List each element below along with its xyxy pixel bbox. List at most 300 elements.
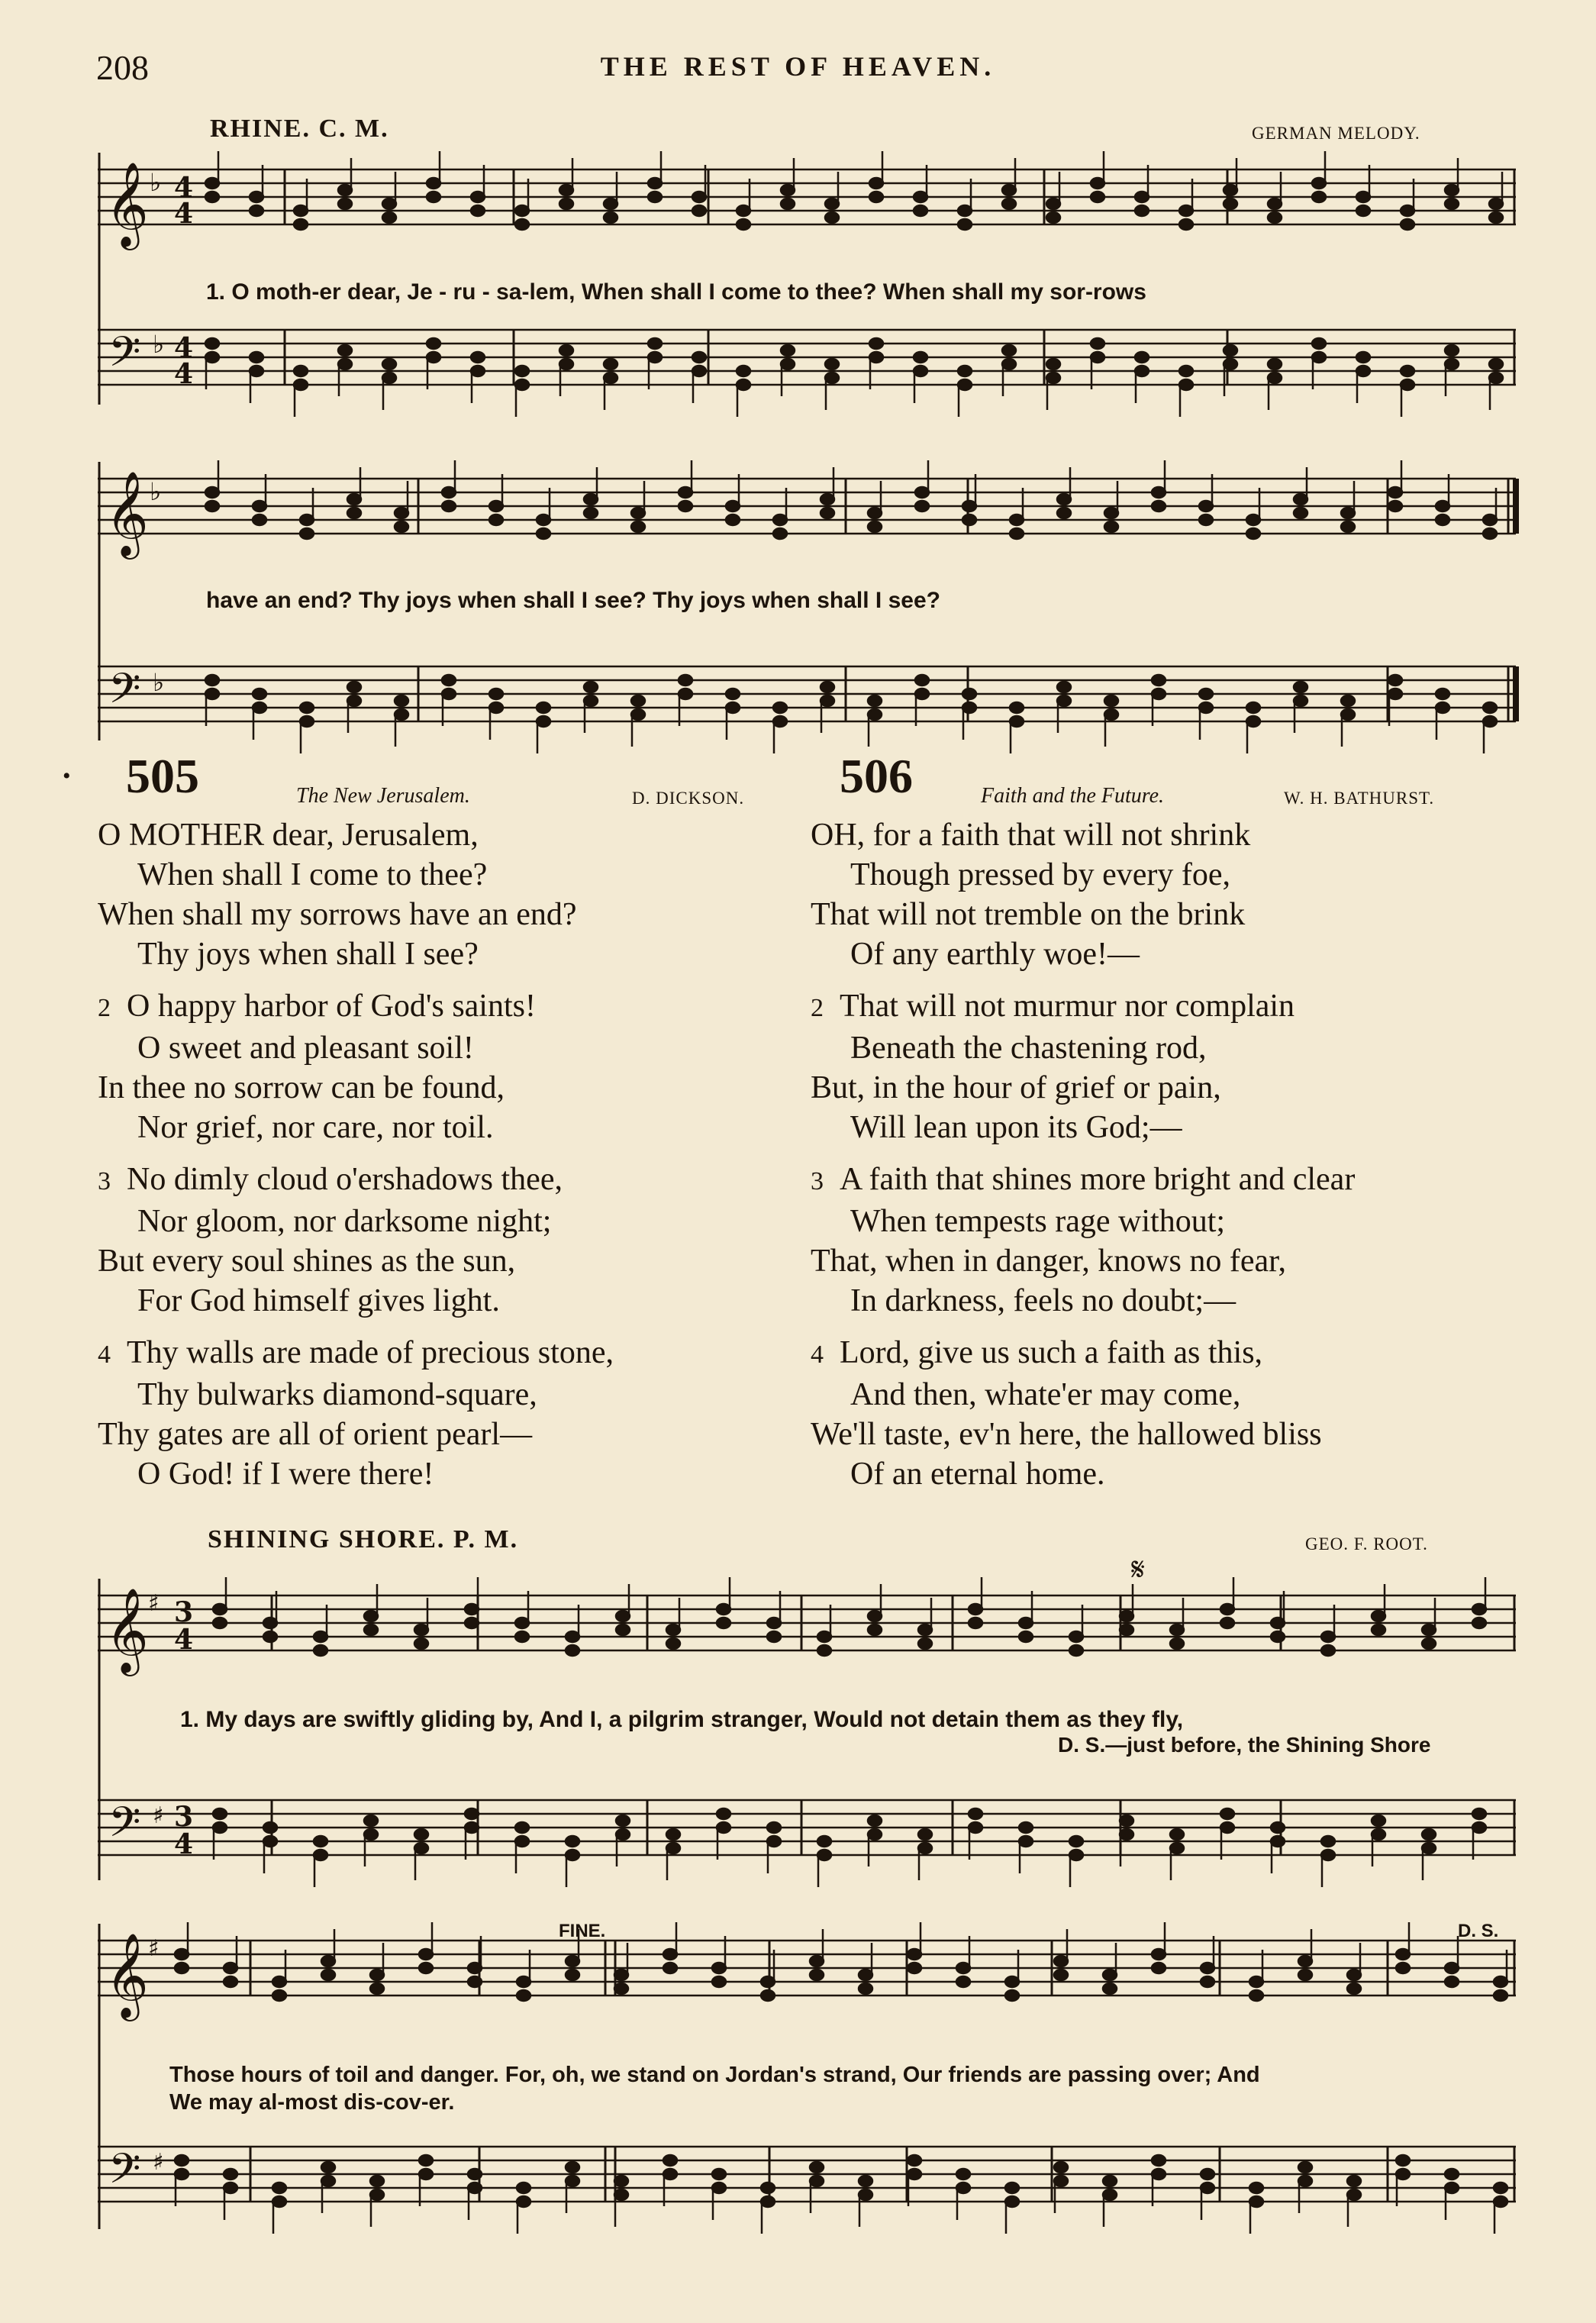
notehead bbox=[515, 1631, 529, 1642]
notehead bbox=[1401, 219, 1414, 230]
notehead bbox=[566, 2162, 579, 2173]
notehead bbox=[1224, 198, 1237, 209]
notehead bbox=[1422, 1624, 1436, 1635]
notehead bbox=[1120, 1829, 1133, 1840]
notehead bbox=[1220, 1618, 1234, 1628]
notehead bbox=[250, 192, 263, 202]
notehead bbox=[781, 345, 795, 356]
notehead bbox=[761, 2183, 775, 2193]
verse-line: Lord, give us such a faith as this, bbox=[840, 1335, 1263, 1370]
notehead bbox=[1372, 1829, 1385, 1840]
notehead bbox=[559, 359, 573, 369]
shining-shore-lyrics-line-2: Those hours of toil and danger. For, oh, we stand on Jordan's strand, Our friends are passing over; And bbox=[169, 2063, 1260, 2087]
notehead bbox=[666, 1829, 680, 1840]
notehead bbox=[1372, 1611, 1385, 1621]
notehead bbox=[712, 1976, 726, 1987]
notehead bbox=[1271, 1836, 1285, 1847]
ds-label: D. S. bbox=[1458, 1921, 1499, 1941]
verse-line: But every soul shines as the sun, bbox=[98, 1244, 516, 1279]
notehead bbox=[253, 689, 266, 699]
page-number: 208 bbox=[96, 48, 149, 87]
notehead bbox=[614, 2189, 628, 2200]
notehead bbox=[958, 219, 972, 230]
verse-line: That will not murmur nor complain bbox=[840, 989, 1295, 1024]
notehead bbox=[1179, 219, 1193, 230]
notehead bbox=[1268, 359, 1282, 369]
notehead bbox=[442, 689, 456, 699]
notehead bbox=[1010, 702, 1024, 713]
hymn-author-506: W. H. BATHURST. bbox=[1284, 789, 1435, 808]
notehead bbox=[1135, 205, 1149, 216]
notehead bbox=[1321, 1850, 1335, 1860]
notehead bbox=[1472, 1808, 1486, 1819]
notehead bbox=[347, 695, 361, 706]
notehead bbox=[1019, 1822, 1033, 1833]
notehead bbox=[364, 1611, 378, 1621]
notehead bbox=[810, 1970, 824, 1980]
notehead bbox=[869, 352, 883, 363]
notehead bbox=[717, 1618, 730, 1628]
notehead bbox=[1091, 178, 1104, 189]
verse-line: Nor gloom, nor darksome night; bbox=[137, 1204, 552, 1239]
notehead bbox=[1472, 1604, 1486, 1615]
notehead bbox=[395, 695, 408, 706]
notehead bbox=[272, 2183, 286, 2193]
notehead bbox=[1401, 366, 1414, 376]
notehead bbox=[1347, 1983, 1361, 1994]
notehead bbox=[1005, 2196, 1019, 2207]
composer-german-melody: GERMAN MELODY. bbox=[1252, 124, 1420, 143]
notehead bbox=[427, 178, 440, 189]
verse-line: Will lean upon its God;— bbox=[850, 1110, 1182, 1145]
notehead bbox=[958, 366, 972, 376]
notehead bbox=[1312, 338, 1326, 349]
notehead bbox=[1002, 185, 1016, 195]
notehead bbox=[918, 1624, 932, 1635]
notehead bbox=[489, 501, 503, 511]
notehead bbox=[1057, 508, 1071, 518]
notehead bbox=[761, 2196, 775, 2207]
notehead bbox=[1091, 338, 1104, 349]
notehead bbox=[1199, 501, 1213, 511]
stanza-number: 3 bbox=[98, 1167, 111, 1195]
notehead bbox=[915, 501, 929, 511]
notehead bbox=[263, 1822, 277, 1833]
notehead bbox=[1489, 373, 1503, 383]
verse-line: In darkness, feels no doubt;— bbox=[850, 1283, 1236, 1318]
notehead bbox=[1422, 1843, 1436, 1854]
notehead bbox=[1103, 2176, 1117, 2186]
notehead bbox=[631, 521, 645, 532]
stanza-4 bbox=[811, 1333, 1355, 1494]
notehead bbox=[908, 1963, 921, 1973]
notehead bbox=[810, 2176, 824, 2186]
verse-line: O happy harbor of God's saints! bbox=[127, 989, 536, 1024]
notehead bbox=[1224, 185, 1237, 195]
notehead bbox=[817, 1850, 831, 1860]
svg-text:4: 4 bbox=[174, 358, 194, 390]
notehead bbox=[781, 359, 795, 369]
notehead bbox=[515, 1836, 529, 1847]
notehead bbox=[868, 521, 882, 532]
notehead bbox=[663, 1963, 677, 1973]
notehead bbox=[205, 675, 219, 686]
notehead bbox=[584, 494, 598, 505]
notehead bbox=[1019, 1836, 1033, 1847]
notehead bbox=[956, 2183, 970, 2193]
notehead bbox=[1152, 2169, 1166, 2179]
notehead bbox=[314, 1850, 327, 1860]
notehead bbox=[1422, 1638, 1436, 1649]
svg-text:♭: ♭ bbox=[153, 668, 165, 697]
fine-label: FINE. bbox=[559, 1921, 606, 1941]
notehead bbox=[914, 352, 927, 363]
notehead bbox=[224, 1976, 237, 1987]
notehead bbox=[515, 219, 529, 230]
notehead bbox=[1388, 487, 1402, 498]
notehead bbox=[213, 1618, 227, 1628]
notehead bbox=[726, 515, 740, 525]
notehead bbox=[1002, 198, 1016, 209]
verse-line: When shall I come to thee? bbox=[137, 857, 488, 892]
notehead bbox=[1010, 528, 1024, 539]
stanza-number: 2 bbox=[811, 994, 824, 1022]
notehead bbox=[272, 2196, 286, 2207]
notehead bbox=[465, 1822, 479, 1833]
notehead bbox=[918, 1638, 932, 1649]
notehead bbox=[1104, 709, 1118, 720]
notehead bbox=[370, 2189, 384, 2200]
notehead bbox=[914, 205, 927, 216]
notehead bbox=[1356, 205, 1370, 216]
notehead bbox=[566, 2176, 579, 2186]
notehead bbox=[773, 716, 787, 727]
notehead bbox=[1422, 1829, 1436, 1840]
hymn-number-505: 505 bbox=[126, 749, 199, 803]
notehead bbox=[869, 178, 883, 189]
notehead bbox=[1170, 1829, 1184, 1840]
notehead bbox=[761, 1990, 775, 2001]
notehead bbox=[915, 675, 929, 686]
notehead bbox=[395, 521, 408, 532]
notehead bbox=[419, 2169, 433, 2179]
notehead bbox=[395, 508, 408, 518]
notehead bbox=[1046, 359, 1060, 369]
svg-text:♭: ♭ bbox=[150, 477, 162, 506]
notehead bbox=[489, 689, 503, 699]
notehead bbox=[908, 2155, 921, 2166]
notehead bbox=[300, 515, 314, 525]
notehead bbox=[773, 702, 787, 713]
notehead bbox=[767, 1618, 781, 1628]
notehead bbox=[821, 508, 834, 518]
notehead bbox=[471, 366, 485, 376]
notehead bbox=[1356, 352, 1370, 363]
notehead bbox=[370, 1970, 384, 1980]
svg-text:4: 4 bbox=[174, 1624, 194, 1656]
notehead bbox=[1103, 1970, 1117, 1980]
notehead bbox=[767, 1631, 781, 1642]
notehead bbox=[213, 1822, 227, 1833]
notehead bbox=[726, 689, 740, 699]
notehead bbox=[1445, 185, 1459, 195]
notehead bbox=[1069, 1645, 1083, 1656]
notehead bbox=[1220, 1604, 1234, 1615]
verse-line: When tempests rage without; bbox=[850, 1204, 1226, 1239]
clefs-and-time bbox=[105, 161, 193, 390]
notehead bbox=[663, 2169, 677, 2179]
notehead bbox=[1294, 695, 1307, 706]
notehead bbox=[427, 352, 440, 363]
shining-shore-ds-line: D. S.—just before, the Shining Shore bbox=[1058, 1733, 1431, 1757]
svg-text:♯: ♯ bbox=[148, 1935, 160, 1962]
notehead bbox=[1069, 1836, 1083, 1847]
notehead bbox=[1199, 515, 1213, 525]
notehead bbox=[1445, 2183, 1459, 2193]
flat-signs-icon: ♭ bbox=[150, 168, 162, 197]
notehead bbox=[821, 494, 834, 505]
notehead bbox=[868, 1611, 882, 1621]
notehead bbox=[414, 1624, 428, 1635]
notehead bbox=[1103, 1983, 1117, 1994]
notehead bbox=[1246, 528, 1260, 539]
notehead bbox=[468, 2183, 482, 2193]
notehead bbox=[442, 487, 456, 498]
notehead bbox=[679, 689, 692, 699]
notehead bbox=[205, 178, 219, 189]
notehead bbox=[537, 716, 550, 727]
notehead bbox=[604, 198, 617, 209]
notehead bbox=[1341, 521, 1355, 532]
notehead bbox=[427, 192, 440, 202]
notehead bbox=[465, 1618, 479, 1628]
notehead bbox=[604, 359, 617, 369]
notehead bbox=[1054, 2162, 1068, 2173]
notehead bbox=[1312, 178, 1326, 189]
notehead bbox=[205, 487, 219, 498]
notehead bbox=[1249, 2183, 1263, 2193]
notehead bbox=[859, 2176, 872, 2186]
notehead bbox=[1436, 702, 1449, 713]
notehead bbox=[1271, 1618, 1285, 1628]
notehead bbox=[294, 366, 308, 376]
notehead bbox=[1388, 689, 1402, 699]
notehead bbox=[515, 379, 529, 390]
hymn-505-text bbox=[98, 815, 614, 1494]
notehead bbox=[958, 379, 972, 390]
notehead bbox=[1445, 359, 1459, 369]
notehead bbox=[1120, 1611, 1133, 1621]
notehead bbox=[382, 212, 396, 223]
notehead bbox=[584, 682, 598, 692]
notehead bbox=[1489, 359, 1503, 369]
notehead bbox=[566, 1836, 579, 1847]
hymn-506-text bbox=[811, 815, 1355, 1494]
notehead bbox=[692, 366, 706, 376]
notehead bbox=[224, 1963, 237, 1973]
notehead bbox=[1347, 2189, 1361, 2200]
notehead bbox=[1372, 1815, 1385, 1826]
notehead bbox=[1401, 379, 1414, 390]
verse-line: Though pressed by every foe, bbox=[850, 857, 1231, 892]
notehead bbox=[1069, 1631, 1083, 1642]
notehead bbox=[471, 205, 485, 216]
notehead bbox=[969, 1808, 982, 1819]
svg-text:𝄞: 𝄞 bbox=[105, 1932, 149, 2018]
svg-text:♯: ♯ bbox=[153, 1802, 164, 1829]
notehead bbox=[1445, 345, 1459, 356]
notehead bbox=[584, 695, 598, 706]
notehead bbox=[517, 1990, 530, 2001]
notehead bbox=[1268, 212, 1282, 223]
notehead bbox=[300, 528, 314, 539]
notehead bbox=[1401, 205, 1414, 216]
notehead bbox=[868, 709, 882, 720]
tune-name-rhine: RHINE. C. M. bbox=[210, 115, 389, 143]
notehead bbox=[1396, 1949, 1410, 1960]
notehead bbox=[821, 695, 834, 706]
notehead bbox=[1494, 2196, 1507, 2207]
notehead bbox=[338, 359, 352, 369]
stanza-number: 2 bbox=[98, 994, 111, 1022]
notehead bbox=[1002, 359, 1016, 369]
notehead bbox=[717, 1822, 730, 1833]
notehead bbox=[263, 1836, 277, 1847]
notehead bbox=[1220, 1822, 1234, 1833]
verse-line: O God! if I were there! bbox=[137, 1457, 434, 1492]
notehead bbox=[489, 702, 503, 713]
notehead bbox=[1494, 2183, 1507, 2193]
notehead bbox=[1341, 709, 1355, 720]
notehead bbox=[1483, 716, 1497, 727]
notehead bbox=[1046, 198, 1060, 209]
notehead bbox=[1489, 198, 1503, 209]
hymn-author-505: D. DICKSON. bbox=[632, 789, 745, 808]
notehead bbox=[1445, 1976, 1459, 1987]
composer-geo-root: GEO. F. ROOT. bbox=[1305, 1534, 1428, 1554]
verse-line: That will not tremble on the brink bbox=[811, 897, 1246, 932]
notehead bbox=[364, 1624, 378, 1635]
notehead bbox=[427, 338, 440, 349]
notehead bbox=[314, 1836, 327, 1847]
shining-shore-lyrics-line-3: We may al-most dis-cov-er. bbox=[169, 2090, 455, 2115]
notehead bbox=[1445, 1963, 1459, 1973]
notehead bbox=[1135, 192, 1149, 202]
notehead bbox=[559, 185, 573, 195]
notehead bbox=[1388, 675, 1402, 686]
notehead bbox=[956, 1963, 970, 1973]
notehead bbox=[712, 2183, 726, 2193]
notehead bbox=[1104, 695, 1118, 706]
shining-shore-lyrics-line-1: 1. My days are swiftly gliding by, And I, a pilgrim stranger, Would not detain them as they fly, bbox=[180, 1707, 1184, 1732]
notehead bbox=[908, 1949, 921, 1960]
notehead bbox=[382, 373, 396, 383]
notehead bbox=[205, 352, 219, 363]
notehead bbox=[1298, 2176, 1312, 2186]
notehead bbox=[1120, 1624, 1133, 1635]
notehead bbox=[869, 338, 883, 349]
notehead bbox=[253, 501, 266, 511]
notehead bbox=[1170, 1638, 1184, 1649]
svg-text:𝄞: 𝄞 bbox=[105, 1587, 149, 1673]
notehead bbox=[1483, 515, 1497, 525]
notehead bbox=[918, 1843, 932, 1854]
staff-lines bbox=[98, 169, 1516, 385]
notehead bbox=[868, 508, 882, 518]
verse-line: When shall my sorrows have an end? bbox=[98, 897, 577, 932]
notehead bbox=[679, 487, 692, 498]
notehead bbox=[631, 695, 645, 706]
notehead bbox=[321, 1970, 335, 1980]
notehead bbox=[1271, 1822, 1285, 1833]
verse-line: Of an eternal home. bbox=[850, 1457, 1105, 1492]
verse-line: In thee no sorrow can be found, bbox=[98, 1070, 505, 1105]
notehead bbox=[962, 501, 976, 511]
notehead bbox=[761, 1976, 775, 1987]
notehead bbox=[468, 1976, 482, 1987]
notehead bbox=[648, 338, 662, 349]
notehead bbox=[825, 359, 839, 369]
notehead bbox=[1103, 2189, 1117, 2200]
bass-clef-icon: 𝄢 bbox=[108, 327, 141, 386]
notehead bbox=[559, 198, 573, 209]
notehead bbox=[679, 675, 692, 686]
svg-text:𝄢: 𝄢 bbox=[108, 664, 141, 723]
notehead bbox=[1010, 716, 1024, 727]
notehead bbox=[767, 1822, 781, 1833]
treble-clef-icon: 𝄞 bbox=[105, 161, 149, 247]
notehead bbox=[515, 1618, 529, 1628]
notehead bbox=[1201, 2169, 1214, 2179]
segno-icon: 𝄋 bbox=[1131, 1550, 1146, 1588]
notehead bbox=[205, 192, 219, 202]
notehead bbox=[517, 2183, 530, 2193]
notehead bbox=[263, 1631, 277, 1642]
notehead bbox=[1104, 521, 1118, 532]
notehead bbox=[1201, 2183, 1214, 2193]
notehead bbox=[338, 185, 352, 195]
notehead bbox=[1054, 1956, 1068, 1966]
notehead bbox=[1356, 192, 1370, 202]
notehead bbox=[969, 1604, 982, 1615]
margin-bullet: • bbox=[63, 763, 71, 789]
stanza-2 bbox=[811, 986, 1355, 1147]
notehead bbox=[1152, 1963, 1166, 1973]
notehead bbox=[1298, 2162, 1312, 2173]
notehead bbox=[1046, 373, 1060, 383]
notehead bbox=[1199, 689, 1213, 699]
notehead bbox=[914, 192, 927, 202]
notehead bbox=[489, 515, 503, 525]
notehead bbox=[859, 1983, 872, 1994]
notehead bbox=[1445, 2169, 1459, 2179]
notehead bbox=[1179, 379, 1193, 390]
sharp-sign-icon: ♯ bbox=[148, 1590, 160, 1617]
notehead bbox=[253, 515, 266, 525]
notehead bbox=[914, 366, 927, 376]
rhine-lyrics-line-2: have an end? Thy joys when shall I see? Thy joys when shall I see? bbox=[206, 588, 940, 613]
notehead bbox=[1489, 212, 1503, 223]
notehead bbox=[810, 2162, 824, 2173]
notehead bbox=[1341, 508, 1355, 518]
notehead bbox=[717, 1604, 730, 1615]
notehead bbox=[773, 515, 787, 525]
notehead bbox=[614, 2176, 628, 2186]
notehead bbox=[175, 1963, 189, 1973]
notehead bbox=[382, 198, 396, 209]
svg-text:3: 3 bbox=[174, 1801, 194, 1833]
notehead bbox=[566, 1970, 579, 1980]
